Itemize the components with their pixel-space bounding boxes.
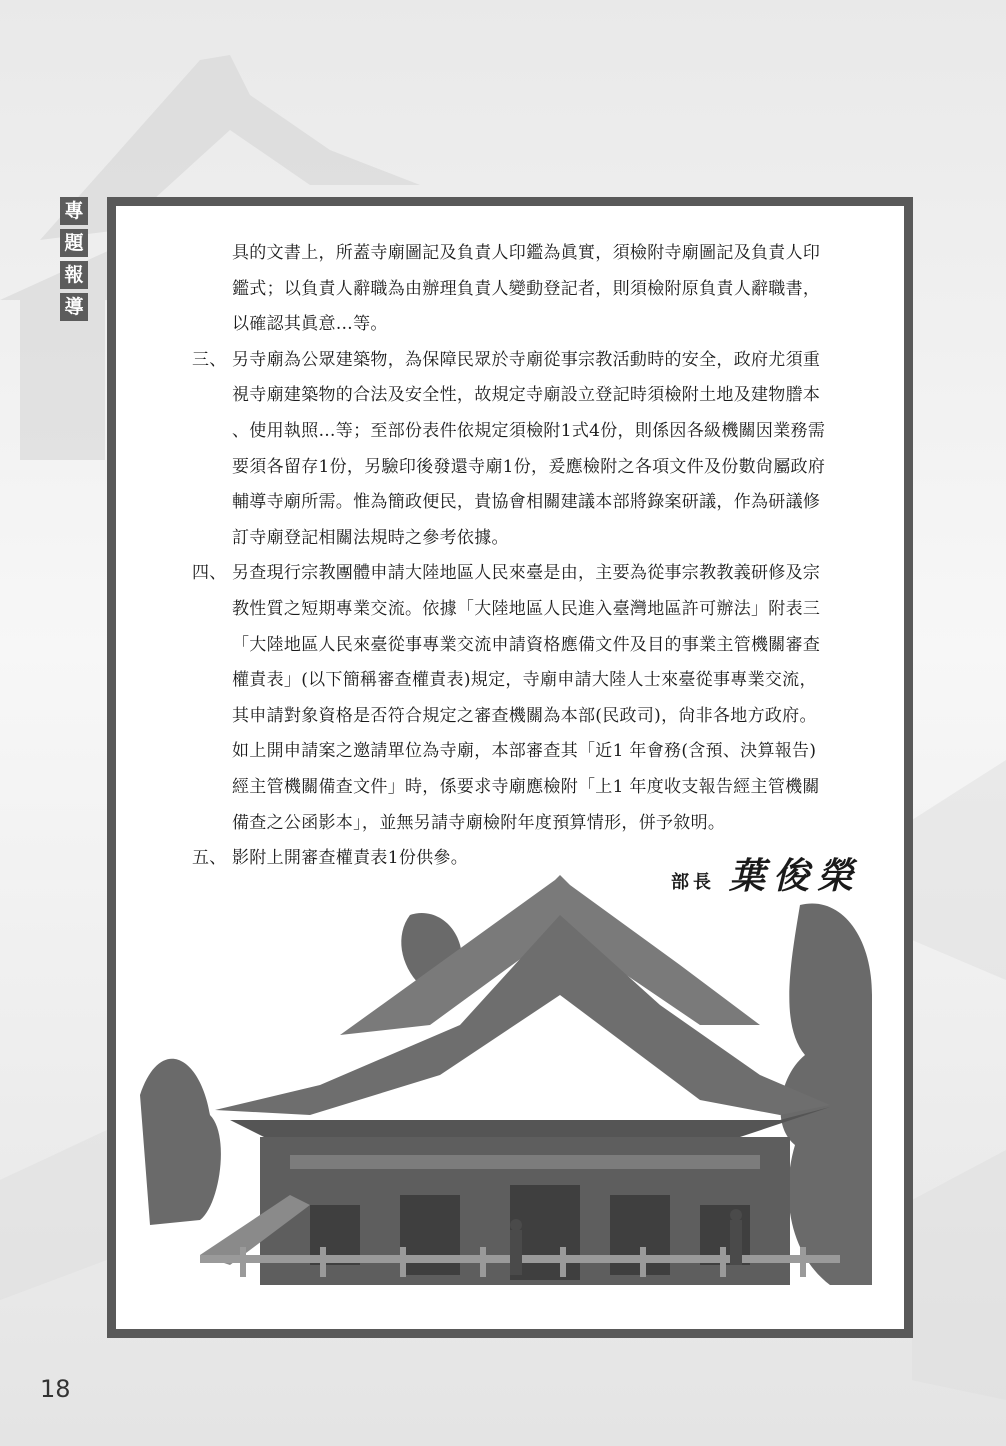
text-line: 如上開申請案之邀請單位為寺廟，本部審查其「近1 年會務(含預、決算報告): [232, 741, 817, 762]
page-number: 18: [40, 1375, 71, 1403]
text-line: 其申請對象資格是否符合規定之審查機關為本部(民政司)，尙非各地方政府。: [232, 705, 817, 726]
text-line: 「大陸地區人民來臺從事專業交流申請資格應備文件及目的事業主管機關審查: [232, 634, 821, 655]
continuation-paragraph: [192, 236, 892, 343]
item-number: 三、: [192, 349, 227, 370]
text-line: 備查之公函影本」，並無另請寺廟檢附年度預算情形，併予敘明。: [232, 812, 726, 833]
temple-photo: [140, 875, 872, 1320]
signature-title: 部長: [670, 872, 715, 893]
item-number: 四、: [192, 563, 227, 584]
text-line: 以確認其眞意…等。: [232, 314, 388, 335]
text-line: 權責表」(以下簡稱審查權責表)規定，寺廟申請大陸人士來臺從事專業交流，: [232, 670, 817, 691]
numbered-item-3: [192, 343, 892, 557]
section-label-char: 專: [60, 197, 88, 225]
text-line: 視寺廟建築物的合法及安全性，故規定寺廟設立登記時須檢附土地及建物謄本: [232, 385, 821, 406]
section-label-char: 導: [60, 293, 88, 321]
text-line: 影附上開審查權責表1份供參。: [232, 848, 469, 869]
signature-name: 葉俊榮: [728, 855, 861, 897]
text-line: 經主管機關備查文件」時，係要求寺廟應檢附「上1 年度收支報告經主管機關: [232, 776, 820, 797]
text-line: 鑑式；以負責人辭職為由辦理負責人變動登記者，則須檢附原負責人辭職書，: [232, 278, 821, 299]
text-line: 具的文書上，所蓋寺廟圖記及負責人印鑑為眞實，須檢附寺廟圖記及負責人印: [232, 243, 821, 263]
document-body: [192, 236, 892, 877]
text-line: 教性質之短期專業交流。依據「大陸地區人民進入臺灣地區許可辦法」附表三: [232, 598, 821, 619]
section-label-vertical: [60, 197, 88, 325]
tree-left: [140, 1059, 221, 1225]
item-number: 五、: [192, 848, 227, 869]
text-line: 輔導寺廟所需。惟為簡政便民，貴協會相關建議本部將錄案研議，作為研議修: [232, 492, 821, 513]
text-line: 、使用執照…等；至部份表件依規定須檢附1式4份，則係因各級機關因業務需: [232, 420, 826, 441]
text-line: 另查現行宗教團體申請大陸地區人民來臺是由，主要為從事宗教教義研修及宗: [232, 563, 821, 584]
text-line: 訂寺廟登記相關法規時之參考依據。: [232, 527, 509, 548]
section-label-char: 報: [60, 261, 88, 289]
numbered-item-4: [192, 556, 892, 841]
text-line: 要須各留存1份，另驗印後發還寺廟1份，爰應檢附之各項文件及份數尙屬政府: [232, 456, 826, 477]
section-label-char: 題: [60, 229, 88, 257]
text-line: 另寺廟為公眾建築物，為保障民眾於寺廟從事宗教活動時的安全，政府尤須重: [232, 349, 821, 370]
